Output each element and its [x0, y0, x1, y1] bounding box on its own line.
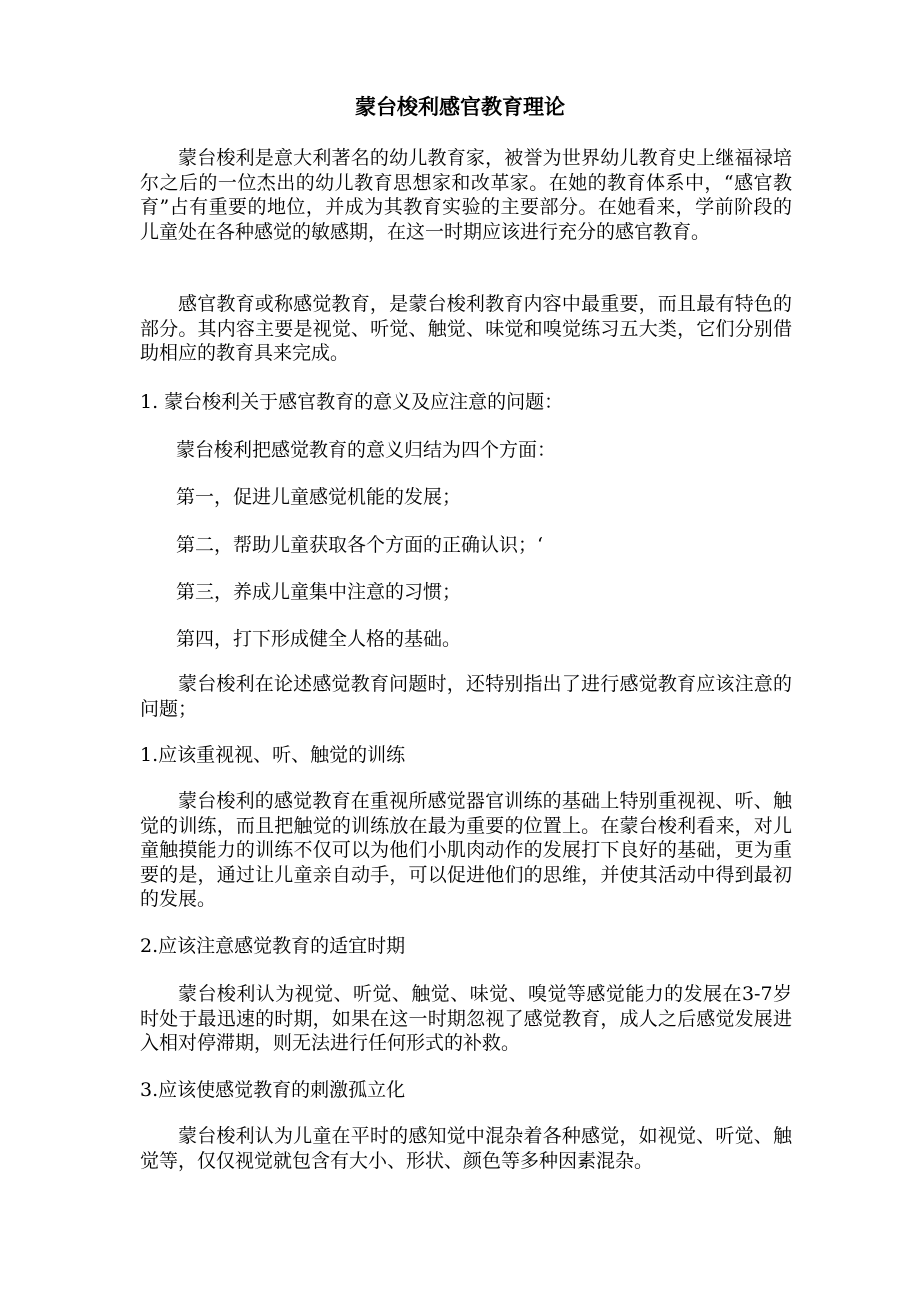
subsection-body-3: 蒙台梭利认为儿童在平时的感知觉中混杂着各种感觉，如视觉、听觉、触觉等，仅仅视觉就包含有大小、形状、颜色等多种因素混杂。 — [140, 1125, 792, 1172]
subsection-heading-3: 3.应该使感觉教育的刺激孤立化 — [140, 1079, 406, 1101]
document-title: 蒙台梭利感官教育理论 — [355, 95, 565, 119]
significance-point-1: 第一，促进儿童感觉机能的发展； — [176, 486, 462, 508]
subsection-heading-2: 2.应该注意感觉教育的适宜时期 — [140, 935, 406, 957]
significance-point-3: 第三，养成儿童集中注意的习惯； — [176, 581, 462, 603]
attention-intro: 蒙台梭利在论述感觉教育问题时，还特别指出了进行感觉教育应该注意的问题； — [140, 673, 792, 720]
subsection-body-2: 蒙台梭利认为视觉、听觉、触觉、味觉、嗅觉等感觉能力的发展在3-7岁时处于最迅速的时期，如果在这一时期忽视了感觉教育，成人之后感觉发展进入相对停滞期，则无法进行任何形式的补救。 — [140, 983, 792, 1054]
significance-point-4: 第四，打下形成健全人格的基础。 — [176, 628, 462, 650]
subsection-heading-1: 1.应该重视视、听、触觉的训练 — [140, 744, 406, 766]
significance-point-2: 第二，帮助儿童获取各个方面的正确认识；‘ — [176, 534, 544, 556]
paragraph-intro-1: 蒙台梭利是意大利著名的幼儿教育家，被誉为世界幼儿教育史上继福禄培尔之后的一位杰出的幼儿教育思想家和改革家。在她的教育体系中，“感官教育”占有重要的地位，并成为其教育实验的主要部分。在她看来，学前阶段的儿童处在各种感觉的敏感期，在这一时期应该进行充分的感官教育。 — [140, 147, 792, 243]
significance-intro: 蒙台梭利把感觉教育的意义归结为四个方面： — [176, 439, 557, 461]
subsection-body-1: 蒙台梭利的感觉教育在重视所感觉器官训练的基础上特别重视视、听、触觉的训练，而且把触觉的训练放在最为重要的位置上。在蒙台梭利看来，对儿童触摸能力的训练不仅可以为他们小肌肉动作的发展打下良好的基础，更为重要的是，通过让儿童亲自动手，可以促进他们的思维，并使其活动中得到最初的发展。 — [140, 790, 792, 910]
paragraph-intro-2: 感官教育或称感觉教育，是蒙台梭利教育内容中最重要，而且最有特色的部分。其内容主要是视觉、听觉、触觉、味觉和嗅觉练习五大类，它们分别借助相应的教育具来完成。 — [140, 293, 792, 364]
section-heading-1: 1. 蒙台梭利关于感官教育的意义及应注意的问题： — [140, 391, 564, 413]
